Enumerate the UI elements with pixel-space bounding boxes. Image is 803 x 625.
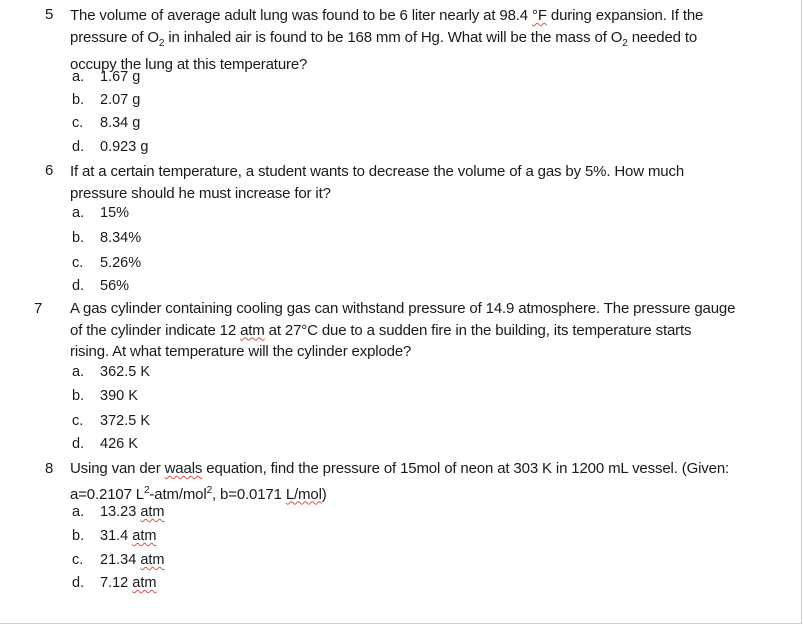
option-c: c. 21.34 atm (72, 552, 165, 568)
option-a: a. 15% (72, 205, 130, 221)
option-d: d. 426 K (72, 436, 138, 452)
option-b: b. 390 K (72, 388, 138, 404)
option-d: d. 56% (72, 278, 130, 294)
option-c: c. 5.26% (72, 255, 142, 271)
question-text: Using van der waals equation, find the pressure of 15mol of neon at 303 K in 1200 mL vessel. (Given: a=0.2107 $L^2-atm/mol^2$, b=0.0171 L/mol) (70, 460, 730, 503)
question-number: 7 (34, 300, 43, 317)
option-a: a. 1.67 g (72, 69, 141, 85)
question-text: A gas cylinder containing cooling gas can withstand pressure of 14.9 atmosphere. The pressure gauge of the cylinder indicate 12 atm at 27°C due to a sudden fire in the building, its temperature starts rising. At what temperature will the cylinder explode? (70, 300, 736, 360)
option-c: c. 8.34 g (72, 115, 141, 131)
question-number: 5 (45, 6, 54, 23)
option-d: d. 0.923 g (72, 139, 149, 155)
question-text: If at a certain temperature, a student wants to decrease the volume of a gas by 5%. How much pressure should he must increase for it? (70, 163, 685, 202)
option-b: b. 2.07 g (72, 92, 141, 108)
option-c: c. 372.5 K (72, 413, 150, 429)
option-a: a. 362.5 K (72, 364, 150, 380)
option-b: b. 8.34% (72, 230, 142, 246)
option-a: a. 13.23 atm (72, 504, 165, 520)
question-number: 6 (45, 162, 54, 179)
question-number: 8 (45, 460, 54, 477)
option-b: b. 31.4 atm (72, 528, 157, 544)
option-d: d. 7.12 atm (72, 575, 157, 591)
question-text: The volume of average adult lung was found to be 6 liter nearly at 98.4 °F during expansion. If the pressure of $O_2$ in inhaled air is found to be 168 mm of Hg. What will be the mass of $O_2$ needed to occupy the lung at this temperature? (70, 7, 704, 73)
